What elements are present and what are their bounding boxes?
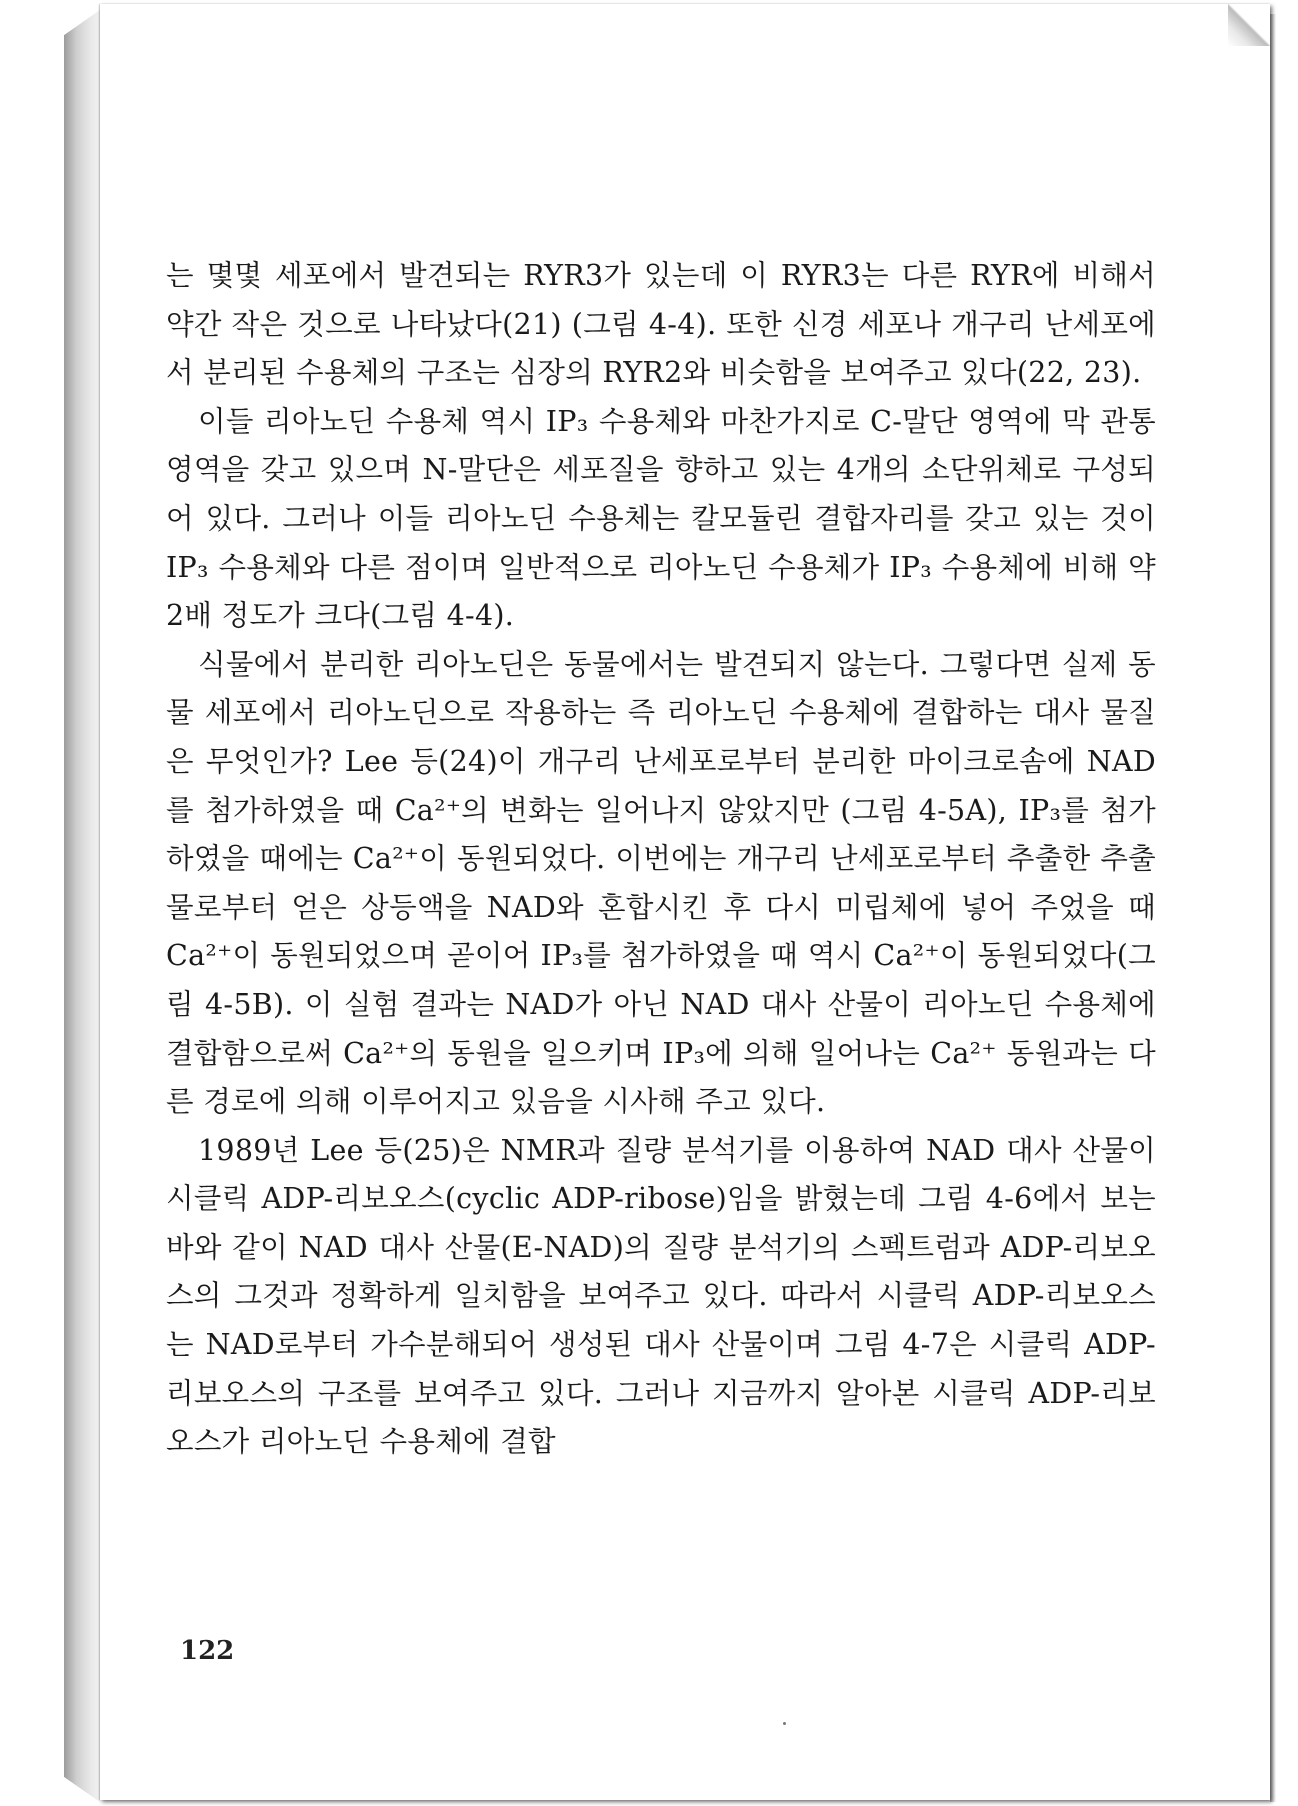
body-text <box>166 252 1156 1467</box>
scan-speck <box>783 1722 786 1725</box>
page-curl-corner <box>1228 4 1270 46</box>
paragraph-3: 식물에서 분리한 리아노딘은 동물에서는 발견되지 않는다. 그렇다면 실제 동물 세포에서 리아노딘으로 작용하는 즉 리아노딘 수용체에 결합하는 대사 물질은 무엇인가? Lee 등(24)이 개구리 난세포로부터 분리한 마이크로솜에 NAD를 첨가하였을 때 Ca²⁺의 변화는 일어나지 않았지만 (그림 4-5A), IP₃를 첨가하였을 때에는 Ca²⁺이 동원되었다. 이번에는 개구리 난세포로부터 추출한 추출물로부터 얻은 상등액을 NAD와 혼합시킨 후 다시 미립체에 넣어 주었을 때 Ca²⁺이 동원되었으며 곧이어 IP₃를 첨가하였을 때 역시 Ca²⁺이 동원되었다(그림 4-5B). 이 실험 결과는 NAD가 아닌 NAD 대사 산물이 리아노딘 수용체에 결합함으로써 Ca²⁺의 동원을 일으키며 IP₃에 의해 일어나는 Ca²⁺ 동원과는 다른 경로에 의해 이루어지고 있음을 시사해 주고 있다. <box>166 647 1156 1119</box>
paragraph-2: 이들 리아노딘 수용체 역시 IP₃ 수용체와 마찬가지로 C-말단 영역에 막 관통 영역을 갖고 있으며 N-말단은 세포질을 향하고 있는 4개의 소단위체로 구성되어 있다. 그러나 이들 리아노딘 수용체는 칼모듈린 결합자리를 갖고 있는 것이 IP₃ 수용체와 다른 점이며 일반적으로 리아노딘 수용체가 IP₃ 수용체에 비해 약 2배 정도가 크다(그림 4-4). <box>166 404 1156 633</box>
page-shadow <box>1270 14 1276 1802</box>
paragraph-1: 는 몇몇 세포에서 발견되는 RYR3가 있는데 이 RYR3는 다른 RYR에 비해서 약간 작은 것으로 나타났다(21) (그림 4-4). 또한 신경 세포나 개구리 난세포에서 분리된 수용체의 구조는 심장의 RYR2와 비슷함을 보여주고 있다(22, 23). <box>166 259 1156 390</box>
paragraph-4: 1989년 Lee 등(25)은 NMR과 질량 분석기를 이용하여 NAD 대사 산물이 시클릭 ADP-리보오스(cyclic ADP-ribose)임을 밝혔는데 그림 4-6에서 보는 바와 같이 NAD 대사 산물(E-NAD)의 질량 분석기의 스펙트럼과 ADP-리보오스의 그것과 정확하게 일치함을 보여주고 있다. 따라서 시클릭 ADP-리보오스는 NAD로부터 가수분해되어 생성된 대사 산물이며 그림 4-7은 시클릭 ADP-리보오스의 구조를 보여주고 있다. 그러나 지금까지 알아본 시클릭 ADP-리보오스가 리아노딘 수용체에 결합 <box>166 1133 1156 1459</box>
page-number: 122 <box>180 1636 235 1666</box>
book-spine-edge <box>64 10 100 1802</box>
